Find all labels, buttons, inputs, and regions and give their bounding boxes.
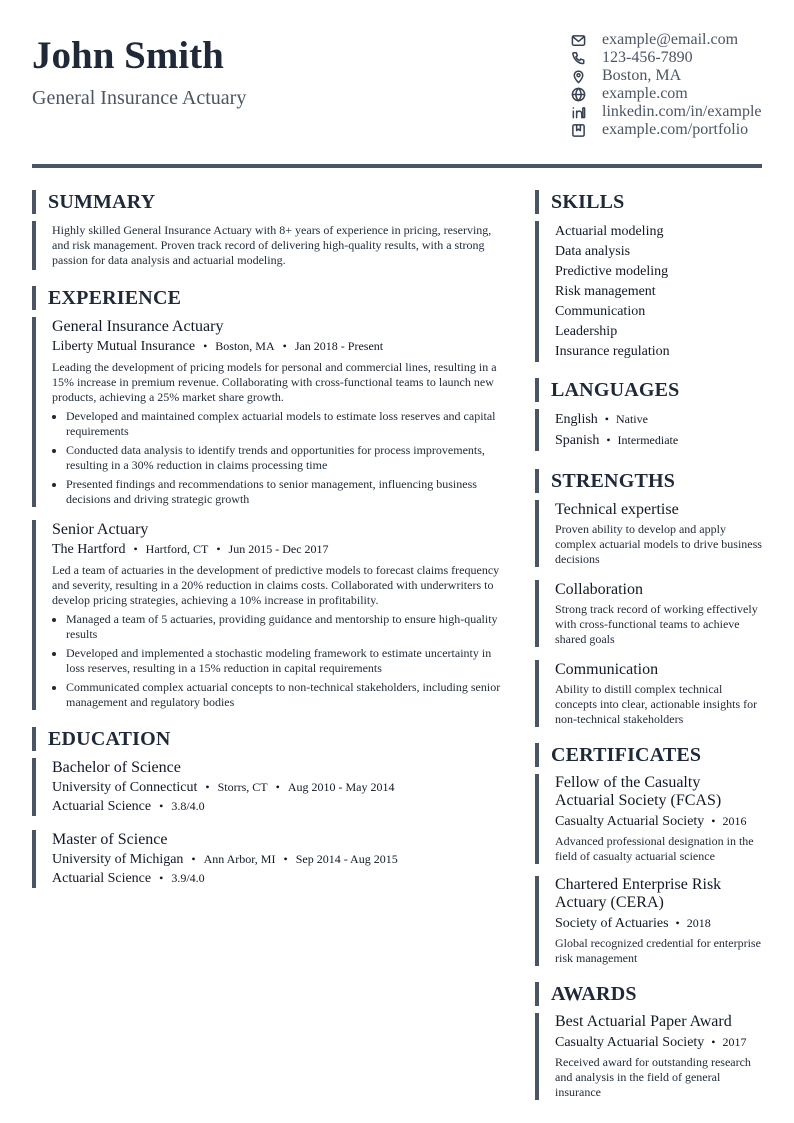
certificate-meta bbox=[555, 811, 762, 832]
language-level: Native bbox=[615, 412, 648, 426]
experience-item bbox=[32, 520, 504, 710]
separator-dot: • bbox=[216, 542, 221, 556]
skills-list bbox=[555, 222, 762, 362]
globe-icon bbox=[570, 86, 586, 102]
job-description: Leading the development of pricing models for personal and commercial lines, resulting in a 15% increase in premium revenue. Collaborating with cross-functional teams to launch new products, achieving a 25% market share growth. bbox=[52, 360, 497, 404]
award-meta bbox=[555, 1032, 762, 1053]
strength-item bbox=[535, 500, 762, 567]
experience-heading: EXPERIENCE bbox=[32, 286, 504, 310]
experience-item bbox=[32, 317, 504, 507]
language-name: Spanish bbox=[555, 433, 600, 448]
contact-phone[interactable] bbox=[570, 49, 770, 67]
portfolio-icon bbox=[570, 122, 586, 138]
strengths-heading: STRENGTHS bbox=[535, 469, 762, 493]
job-title: General Insurance Actuary bbox=[52, 318, 224, 335]
skill-item: Risk management bbox=[555, 284, 656, 299]
award-title: Best Actuarial Paper Award bbox=[555, 1013, 732, 1030]
candidate-name: John Smith bbox=[32, 34, 224, 77]
summary-heading: SUMMARY bbox=[32, 190, 504, 214]
separator-dot: • bbox=[203, 339, 208, 353]
education-meta bbox=[52, 850, 504, 869]
language-item bbox=[555, 409, 762, 430]
job-company: The Hartford bbox=[52, 542, 126, 557]
skills-heading: SKILLS bbox=[535, 190, 762, 214]
languages-block bbox=[535, 409, 762, 451]
separator-dot: • bbox=[604, 412, 609, 426]
education-item bbox=[32, 830, 504, 888]
separator-dot: • bbox=[283, 852, 288, 866]
job-title: Senior Actuary bbox=[52, 521, 149, 538]
certificate-year: 2018 bbox=[686, 916, 711, 930]
certificates-heading: CERTIFICATES bbox=[535, 743, 762, 767]
separator-dot: • bbox=[275, 780, 280, 794]
contact-website[interactable] bbox=[570, 85, 770, 103]
phone-icon bbox=[570, 50, 586, 66]
contact-linkedin-text: linkedin.com/in/example bbox=[602, 103, 762, 120]
education-item bbox=[32, 758, 504, 816]
separator-dot: • bbox=[711, 814, 716, 828]
summary-text: Highly skilled General Insurance Actuary with 8+ years of experience in pricing, reserving, and risk management. Proven track record of delivering high-quality results, with a strong passion for data analysis and actuarial modeling. bbox=[52, 223, 492, 267]
field-of-study: Actuarial Science bbox=[52, 871, 152, 886]
certificate-issuer: Society of Actuaries bbox=[555, 916, 669, 931]
gpa: 3.9/4.0 bbox=[171, 871, 205, 885]
strength-title: Technical expertise bbox=[555, 501, 679, 518]
certificate-item bbox=[535, 876, 762, 966]
separator-dot: • bbox=[159, 871, 164, 885]
contact-email-text: example@email.com bbox=[602, 31, 739, 48]
education-dates: Sep 2014 - Aug 2015 bbox=[295, 852, 398, 866]
degree-title: Master of Science bbox=[52, 831, 168, 848]
certificate-item bbox=[535, 774, 762, 864]
separator-dot: • bbox=[133, 542, 138, 556]
job-meta bbox=[52, 540, 504, 559]
strength-item bbox=[535, 660, 762, 727]
certificate-title: Chartered Enterprise Risk Actuary (CERA) bbox=[555, 876, 722, 911]
award-description: Received award for outstanding research and analysis in the field of general insurance bbox=[555, 1055, 751, 1099]
education-heading: EDUCATION bbox=[32, 727, 504, 751]
certificate-meta bbox=[555, 913, 762, 934]
job-bullet: • Developed and maintained complex actuarial models to estimate loss reserves and capital requirements bbox=[66, 409, 504, 439]
certificate-issuer: Casualty Actuarial Society bbox=[555, 814, 705, 829]
contact-location-text: Boston, MA bbox=[602, 67, 682, 84]
separator-dot: • bbox=[711, 1035, 716, 1049]
separator-dot: • bbox=[191, 852, 196, 866]
degree-title: Bachelor of Science bbox=[52, 759, 181, 776]
linkedin-icon bbox=[570, 104, 586, 120]
strength-title: Communication bbox=[555, 661, 659, 678]
contact-location bbox=[570, 67, 770, 85]
language-level: Intermediate bbox=[617, 433, 679, 447]
separator-dot: • bbox=[606, 433, 611, 447]
job-location: Boston, MA bbox=[215, 339, 275, 353]
award-issuer: Casualty Actuarial Society bbox=[555, 1035, 705, 1050]
job-bullets bbox=[52, 612, 504, 710]
separator-dot: • bbox=[675, 916, 680, 930]
job-dates: Jun 2015 - Dec 2017 bbox=[228, 542, 329, 556]
contact-linkedin[interactable] bbox=[570, 103, 770, 121]
job-bullet: • Presented findings and recommendations to senior management, influencing business decisions and driving strategic growth bbox=[66, 477, 504, 507]
award-item bbox=[535, 1013, 762, 1100]
strength-description: Strong track record of working effectively with cross-functional teams to achieve shared goals bbox=[555, 602, 758, 646]
certificate-description: Advanced professional designation in the field of casualty actuarial science bbox=[555, 834, 754, 863]
strength-item bbox=[535, 580, 762, 647]
location-pin-icon bbox=[570, 68, 586, 84]
job-description: Led a team of actuaries in the development of predictive models to forecast claims frequency and severity, resulting in a 20% reduction in claims costs. Collaborated with underwriters to develop pricing strategies, achieving a 10% increase in profitability. bbox=[52, 563, 500, 607]
job-meta bbox=[52, 337, 504, 356]
contact-email[interactable] bbox=[570, 31, 770, 49]
skill-item: Leadership bbox=[555, 324, 618, 339]
certificate-title: Fellow of the Casualty Actuarial Society (FCAS) bbox=[555, 774, 722, 809]
header-divider bbox=[32, 164, 762, 168]
job-company: Liberty Mutual Insurance bbox=[52, 339, 196, 354]
skills-block bbox=[535, 221, 762, 362]
certificate-year: 2016 bbox=[722, 814, 747, 828]
contact-website-text: example.com bbox=[602, 85, 688, 102]
contact-portfolio-text: example.com/portfolio bbox=[602, 121, 749, 138]
job-dates: Jan 2018 - Present bbox=[294, 339, 384, 353]
separator-dot: • bbox=[159, 799, 164, 813]
job-bullet: • Conducted data analysis to identify trends and opportunities for process improvements, resulting in a 30% reduction in claims processing time bbox=[66, 443, 504, 473]
job-location: Hartford, CT bbox=[145, 542, 209, 556]
summary-block bbox=[32, 221, 504, 270]
language-name: English bbox=[555, 412, 598, 427]
school-name: University of Michigan bbox=[52, 852, 184, 867]
skill-item: Actuarial modeling bbox=[555, 224, 664, 239]
skill-item: Insurance regulation bbox=[555, 344, 670, 359]
gpa: 3.8/4.0 bbox=[171, 799, 205, 813]
contact-portfolio[interactable] bbox=[570, 121, 770, 139]
certificate-description: Global recognized credential for enterprise risk management bbox=[555, 936, 761, 965]
strength-description: Ability to distill complex technical concepts into clear, actionable insights for non-technical stakeholders bbox=[555, 682, 758, 726]
award-year: 2017 bbox=[722, 1035, 747, 1049]
skill-item: Predictive modeling bbox=[555, 264, 669, 279]
mail-icon bbox=[570, 32, 586, 48]
education-field-line bbox=[52, 797, 504, 816]
awards-heading: AWARDS bbox=[535, 982, 762, 1006]
skill-item: Data analysis bbox=[555, 244, 631, 259]
separator-dot: • bbox=[282, 339, 287, 353]
job-bullets bbox=[52, 409, 504, 507]
strength-description: Proven ability to develop and apply complex actuarial models to drive business decisions bbox=[555, 522, 762, 566]
education-meta bbox=[52, 778, 504, 797]
strength-title: Collaboration bbox=[555, 581, 643, 598]
separator-dot: • bbox=[205, 780, 210, 794]
resume-header bbox=[32, 0, 762, 164]
field-of-study: Actuarial Science bbox=[52, 799, 152, 814]
candidate-headline: General Insurance Actuary bbox=[32, 87, 247, 109]
job-bullet: • Developed and implemented a stochastic modeling framework to estimate uncertainty in loss reserves, resulting in a 15% reduction in capital requirements bbox=[66, 646, 504, 676]
school-name: University of Connecticut bbox=[52, 780, 198, 795]
school-location: Ann Arbor, MI bbox=[203, 852, 276, 866]
job-bullet: • Communicated complex actuarial concepts to non-technical stakeholders, including senior management and regulatory bodies bbox=[66, 680, 504, 710]
right-column bbox=[535, 190, 762, 1116]
skill-item: Communication bbox=[555, 304, 646, 319]
languages-heading: LANGUAGES bbox=[535, 378, 762, 402]
education-field-line bbox=[52, 869, 504, 888]
left-column bbox=[32, 190, 504, 904]
contact-list bbox=[570, 31, 770, 139]
education-dates: Aug 2010 - May 2014 bbox=[287, 780, 395, 794]
language-item bbox=[555, 430, 762, 451]
job-bullet: • Managed a team of 5 actuaries, providing guidance and mentorship to ensure high-quality results bbox=[66, 612, 504, 642]
contact-phone-text: 123-456-7890 bbox=[602, 49, 693, 66]
school-location: Storrs, CT bbox=[217, 780, 268, 794]
